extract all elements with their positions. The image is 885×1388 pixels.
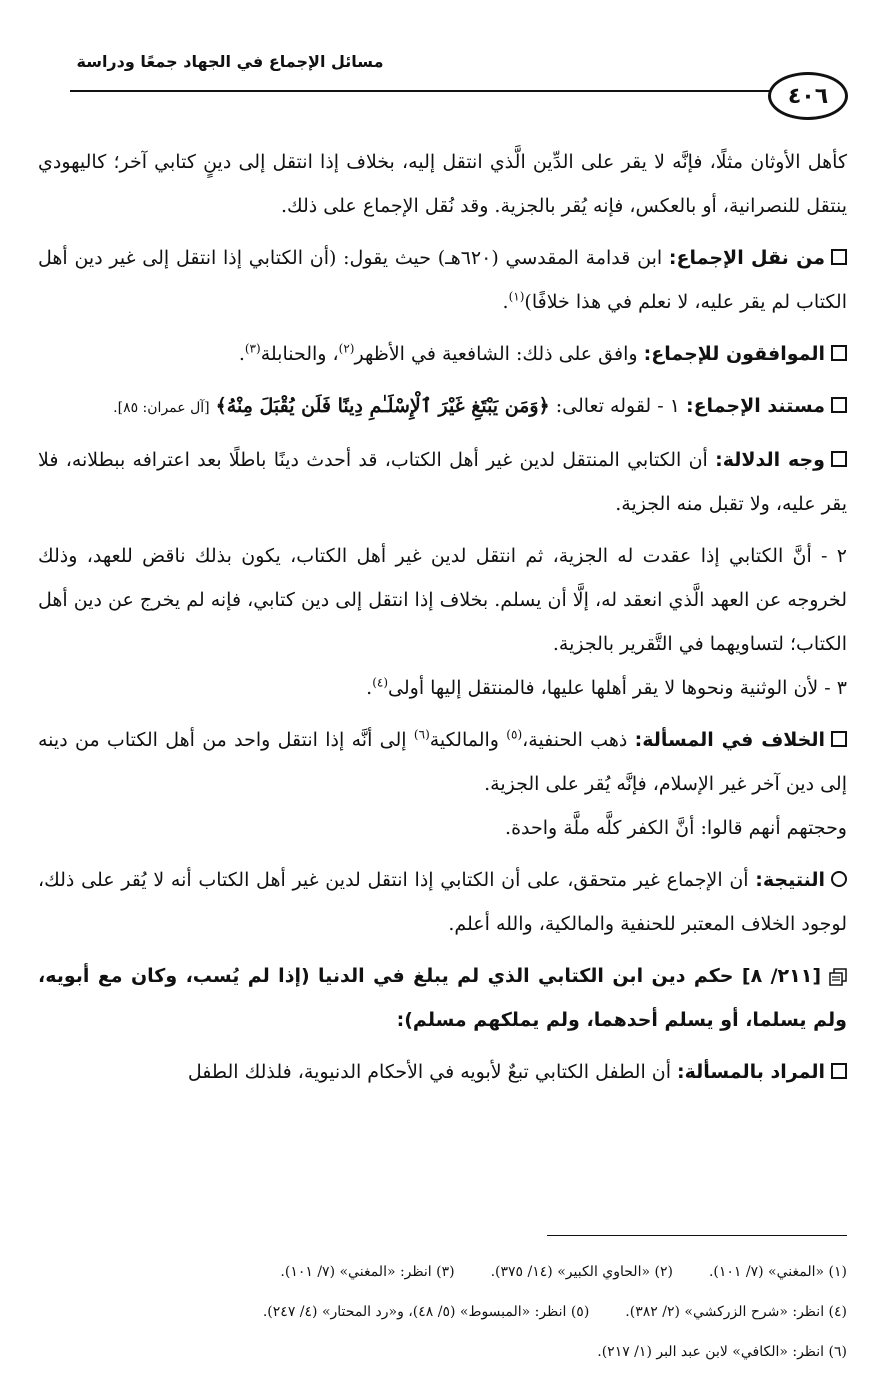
page-number: ٤٠٦ [768, 72, 848, 120]
footnote-4: (٤) انظر: «شرح الزركشي» (٢/ ٣٨٢). [625, 1304, 847, 1320]
paragraph-naql: من نقل الإجماع: ابن قدامة المقدسي (٦٢٠هـ) حيث يقول: (أن الكتابي إذا انتقل إلى غير دين أهل الكتاب لم يقر عليه، لا نعلم في هذا خلافًا)$^{(١)}$. [38, 247, 847, 313]
label-natija: النتيجة: [755, 869, 825, 891]
main-text [38, 140, 847, 1094]
muwafiqun-text-b: ، والحنابلة [260, 343, 339, 365]
p3-text: ٣ - لأن الوثنية ونحوها لا يقر أهلها عليها، فالمنتقل إليها أولى [388, 677, 847, 699]
circle-bullet-icon [831, 871, 847, 887]
paragraph: كأهل الأوثان مثلًا، فإنَّه لا يقر على الدِّين الَّذي انتقل إليه، بخلاف إذا انتقل إلى دينٍ كتابي آخر؛ كاليهودي ينتقل للنصرانية، أو بالعكس، فإنه يُقر بالجزية. وقد نُقل الإجماع على ذلك. [38, 151, 847, 217]
checkbox-square-icon [831, 451, 847, 467]
label-dalala: وجه الدلالة: [715, 449, 825, 471]
paragraph-muwafiqun: الموافقون للإجماع: وافق على ذلك: الشافعية في الأظهر$^{(٢)}$، والحنابلة$^{(٣)}$. [38, 332, 847, 376]
khilaf-text-a: ذهب الحنفية، [522, 729, 628, 751]
footnote-ref: (٦) [413, 727, 430, 742]
dalala-text: أن الكتابي المنتقل لدين غير أهل الكتاب، قد أحدث دينًا باطلًا بعد اعترافه ببطلانه، فلا يقر عليه، ولا تقبل منه الجزية. [38, 449, 847, 515]
paragraph-natija [38, 858, 847, 946]
muwafiqun-text-a: وافق على ذلك: الشافعية في الأظهر [354, 343, 638, 365]
khilaf-text-b: والمالكية [429, 729, 499, 751]
section-heading-text: [٢١١/ ٨] حكم دين ابن الكتابي الذي لم يبلغ في الدنيا (إذا لم يُسب، وكان مع أبويه، ولم يسلما، أو يسلم أحدهما، ولم يملكهم مسلم): [38, 965, 847, 1031]
running-header-title: مسائل الإجماع في الجهاد جمعًا ودراسة [76, 52, 384, 71]
label-muwafiqun: الموافقون للإجماع: [643, 343, 825, 365]
mustanad-text: ١ - لقوله تعالى: [555, 395, 680, 417]
footnote-3: (٣) انظر: «المغني» (٧/ ١٠١). [280, 1264, 455, 1280]
khilaf-text-c: إلى أنَّه إذا انتقل واحد من أهل الكتاب من دينه إلى دين آخر غير الإسلام، فإنَّه يُقر على الجزية. [38, 729, 847, 795]
footnotes [38, 1252, 847, 1372]
header-rule [70, 90, 770, 92]
paragraph: ٢ - أنَّ الكتابي إذا عقدت له الجزية، ثم انتقل لدين غير أهل الكتاب، يكون بذلك ناقض للعهد، وذلك لخروجه عن العهد الَّذي انعقد له، إلَّا أن يسلم. بخلاف إذا انتقل إلى دين كتابي، فإنه لم يخرج عن دين أهل الكتاب؛ لتساويهما في التَّقرير بالجزية. [38, 545, 847, 655]
footnote-ref: (٤) [372, 675, 389, 690]
footnote-ref: (٣) [244, 341, 261, 356]
checkbox-square-icon [831, 249, 847, 265]
label-naql: من نقل الإجماع: [668, 247, 825, 269]
footnote-ref: (٢) [338, 341, 355, 356]
quran-verse: ﴿وَمَن يَبْتَغِ غَيْرَ ٱلْإِسْلَـٰمِ دِينًا فَلَن يُقْبَلَ مِنْهُ﴾ [215, 395, 550, 417]
footnote-row [38, 1252, 847, 1292]
footnote-1: (١) «المغني» (٧/ ١٠١). [708, 1264, 847, 1280]
label-khilaf: الخلاف في المسألة: [634, 729, 826, 751]
paragraph: ٣ - لأن الوثنية ونحوها لا يقر أهلها عليها، فالمنتقل إليها أولى$^{(٤)}$. [366, 675, 847, 699]
label-mustanad: مستند الإجماع: [685, 395, 825, 417]
checkbox-square-icon [831, 397, 847, 413]
footnote-5: (٥) انظر: «المبسوط» (٥/ ٤٨)، و«رد المحتار» (٤/ ٢٤٧). [262, 1304, 590, 1320]
footnote-ref: (١) [508, 289, 525, 304]
paragraph-khilaf [38, 718, 847, 806]
paragraph-dalala [38, 438, 847, 526]
murad-text: أن الطفل الكتابي تبعٌ لأبويه في الأحكام الدنيوية، فلذلك الطفل [187, 1061, 671, 1083]
footnote-ref: (٥) [506, 727, 523, 742]
footnote-6: (٦) انظر: «الكافي» لابن عبد البر (١/ ٢١٧). [597, 1344, 847, 1360]
checkbox-square-icon [831, 1063, 847, 1079]
label-murad: المراد بالمسألة: [677, 1061, 825, 1083]
stacked-pages-icon [829, 968, 847, 986]
footnote-2: (٢) «الحاوي الكبير» (١٤/ ٣٧٥). [490, 1264, 673, 1280]
checkbox-square-icon [831, 345, 847, 361]
naql-text: ابن قدامة المقدسي (٦٢٠هـ) حيث يقول: (أن الكتابي إذا انتقل إلى غير دين أهل الكتاب لم يقر عليه، لا نعلم في هذا خلافًا) [38, 247, 847, 313]
footnote-row [38, 1292, 847, 1332]
natija-text: أن الإجماع غير متحقق، على أن الكتابي إذا انتقل لدين غير أهل الكتاب أنه لا يُقر على ذلك، لوجود الخلاف المعتبر للحنفية والمالكية، والله أعلم. [38, 869, 847, 935]
checkbox-square-icon [831, 731, 847, 747]
verse-reference: [آل عمران: ٨٥]. [113, 400, 210, 416]
section-heading [38, 954, 847, 1042]
footnote-rule [547, 1235, 847, 1236]
paragraph-murad [38, 1050, 847, 1094]
paragraph: وحجتهم أنهم قالوا: أنَّ الكفر كلَّه ملَّة واحدة. [505, 817, 847, 839]
paragraph-mustanad [38, 384, 847, 430]
footnote-row [38, 1332, 847, 1372]
